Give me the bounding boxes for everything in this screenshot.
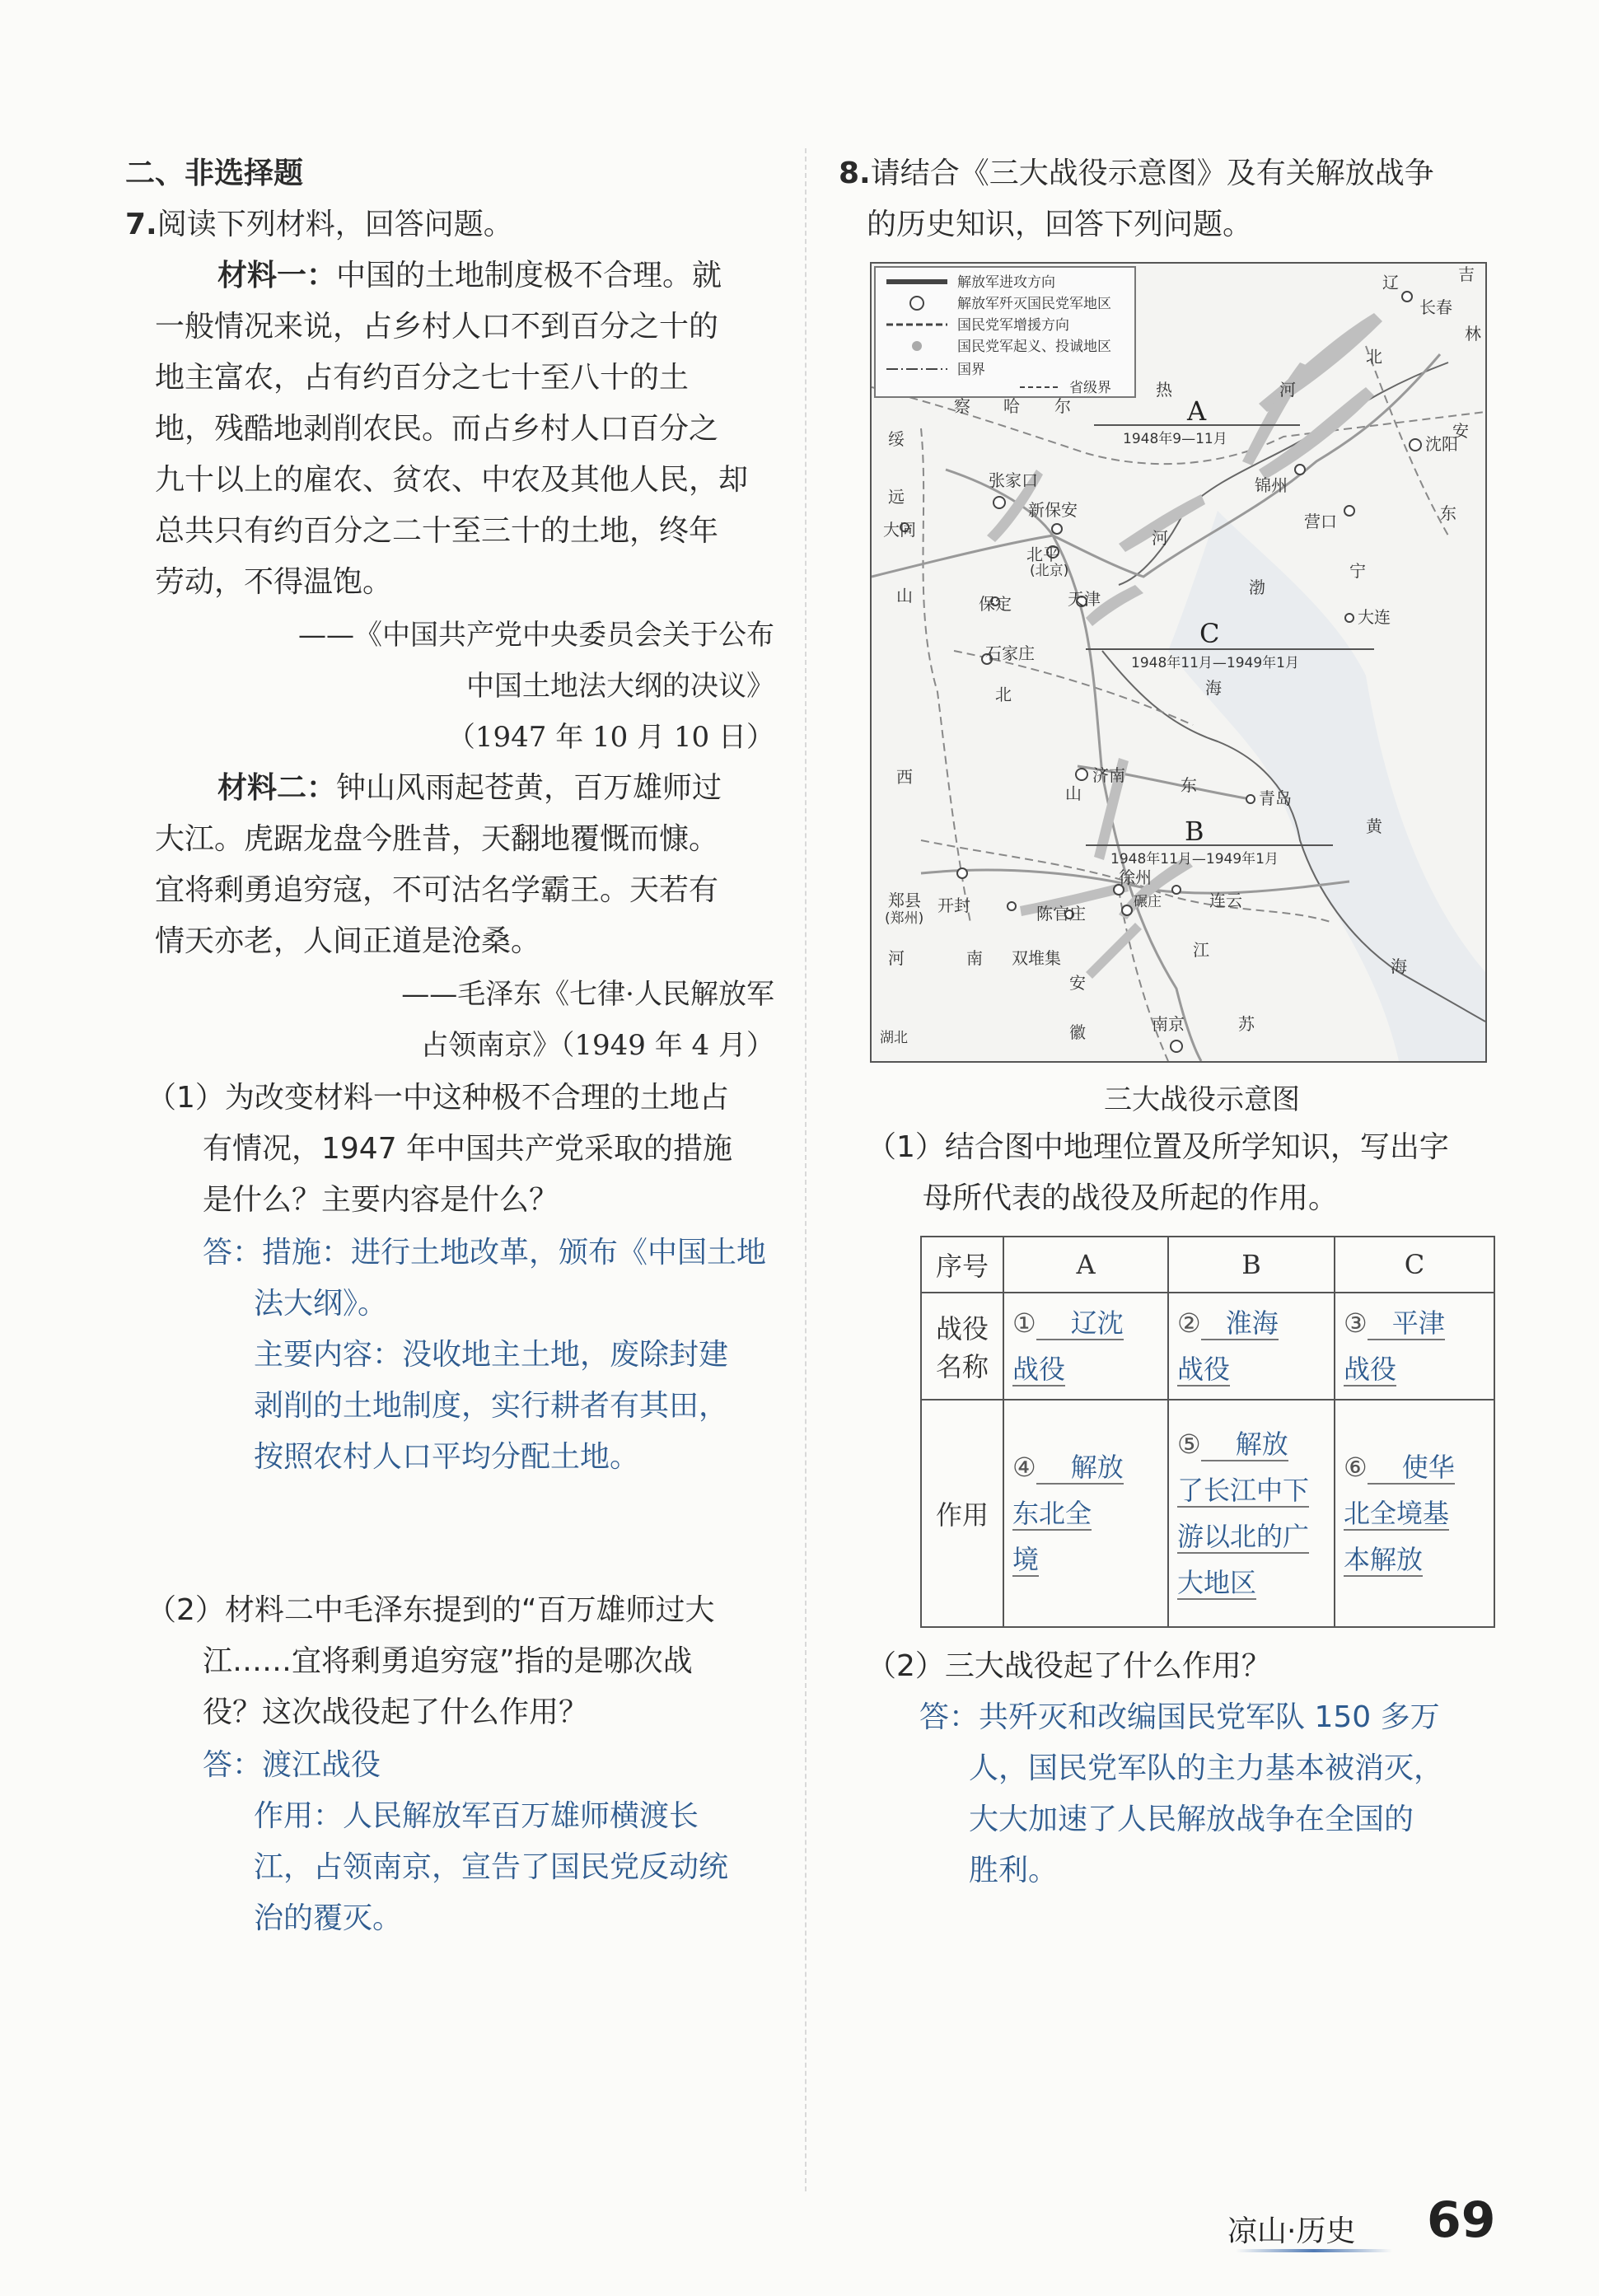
map-place: 济南 (1092, 765, 1125, 785)
material-1 (155, 250, 781, 608)
q7-heading (125, 199, 513, 250)
answer-cell-b-effect (1168, 1400, 1335, 1627)
blank-number: ③ (1344, 1307, 1368, 1339)
map-place: 河 (1152, 528, 1168, 548)
map-place: 山 (896, 586, 913, 606)
page-number: 69 (1427, 2191, 1496, 2249)
map-place: 山 (1065, 783, 1082, 803)
map-place: 察 (954, 396, 970, 416)
map-place: 远 (888, 487, 905, 507)
table-header-b: B (1168, 1237, 1335, 1293)
q8-sub1 (867, 1122, 1526, 1224)
answer-line: 法大纲》。 (254, 1287, 388, 1321)
three-campaigns-map (870, 262, 1487, 1063)
q7-answer2 (203, 1740, 796, 1944)
answer-line: 主要内容：没收地主土地，废除封建 (254, 1338, 729, 1372)
answer-line: 大大加速了人民解放战争在全国的 (969, 1803, 1414, 1836)
source-line: 占领南京》（1949 年 4 月） (420, 1029, 774, 1062)
blank-number: ② (1177, 1307, 1201, 1339)
q8-sub2: （2）三大战役起了什么作用？ (867, 1649, 1271, 1683)
campaign-date-b: 1948年11月—1949年1月 (1110, 851, 1279, 867)
table-header-seq: 序号 (921, 1237, 1003, 1293)
legend-item: 省级界 (1069, 380, 1111, 396)
q7-prompt: 阅读下列材料，回答问题。 (157, 208, 513, 241)
answer-cell-a-name (1003, 1293, 1168, 1400)
material-1-line: 地主富农，占有约百分之七十至八十的土 (155, 361, 690, 395)
answer-text: 战役 (1344, 1354, 1397, 1385)
answer-text: 战役 (1012, 1354, 1066, 1385)
map-place: 长春 (1419, 297, 1452, 317)
map-place: (北京) (1030, 563, 1069, 579)
q8-heading (839, 148, 1498, 250)
map-place: 连云 (1209, 891, 1242, 910)
answer-line: 胜利。 (969, 1854, 1059, 1887)
map-svg (872, 264, 1485, 1061)
answer-line: 按照农村人口平均分配土地。 (254, 1440, 640, 1474)
section-title: 二、非选择题 (125, 157, 304, 190)
map-place: 大连 (1358, 607, 1391, 627)
map-place: 营口 (1304, 512, 1337, 531)
answer-text: 本解放 (1344, 1544, 1424, 1575)
answer-line: 人，国民党军队的主力基本被消灭， (969, 1751, 1444, 1785)
legend-item: 解放军进攻方向 (957, 274, 1055, 291)
map-place: 东 (1181, 775, 1197, 795)
map-place: 北平 (1026, 545, 1059, 564)
map-place: 哈 (1003, 396, 1020, 416)
answer-line: 江，占领南京，宣告了国民党反动统 (254, 1850, 729, 1884)
map-place: 热 (1156, 380, 1172, 400)
map-place: 西 (896, 767, 913, 787)
source-line: ——毛泽东《七律·人民解放军 (401, 978, 774, 1011)
legend-item: 国民党军起义、投诚地区 (957, 339, 1111, 355)
material-2-line: 宜将剩勇追穷寇，不可沽名学霸王。天若有 (155, 873, 719, 907)
source-line: ——《中国共产党中央委员会关于公布 (298, 619, 774, 652)
map-place: 林 (1465, 324, 1481, 344)
answer-line: 作用：人民解放军百万雄师横渡长 (254, 1799, 699, 1833)
campaign-date-a: 1948年9—11月 (1123, 431, 1227, 447)
map-place: 开封 (937, 895, 970, 915)
q8-prompt: 请结合《三大战役示意图》及有关解放战争 (870, 157, 1434, 190)
answer-line: 答：共歼灭和改编国民党军队 150 多万 (919, 1700, 1440, 1734)
answer-text: 淮海 (1201, 1307, 1279, 1340)
material-2-line: 钟山风雨起苍黄，百万雄师过 (336, 771, 722, 805)
map-place: 江 (1193, 940, 1209, 960)
blank-number: ⑥ (1344, 1452, 1368, 1483)
map-place: 海 (1205, 678, 1222, 698)
answer-line: 答：措施：进行土地改革，颁布《中国土地 (203, 1236, 767, 1270)
material-2-label: 材料二： (217, 771, 337, 805)
map-place: 石家庄 (985, 643, 1035, 663)
map-place: 北 (995, 685, 1012, 704)
map-place: 辽 (1382, 273, 1399, 292)
material-2 (155, 763, 781, 967)
table-header-a: A (1003, 1237, 1168, 1293)
map-place: 徽 (1069, 1022, 1086, 1042)
map-place: (郑州) (885, 910, 924, 927)
material-1-line: 总共只有约百分之二十至三十的土地，终年 (155, 514, 719, 548)
map-place: 天津 (1068, 589, 1101, 609)
answer-text: 东北全 (1012, 1498, 1092, 1529)
map-place: 陈官庄 (1036, 904, 1086, 924)
answer-line: 剥削的土地制度，实行耕者有其田， (254, 1389, 729, 1423)
source-line: 中国土地法大纲的决议》 (466, 670, 774, 703)
map-place: 徐州 (1119, 867, 1152, 887)
campaign-letter-a: A (1187, 395, 1207, 427)
map-place: 南京 (1152, 1014, 1185, 1034)
q7-sub2 (147, 1585, 789, 1738)
answer-text: 解放 (1201, 1429, 1288, 1461)
material-1-line: 劳动，不得温饱。 (155, 565, 393, 599)
row-label-line: 战役 (935, 1313, 989, 1344)
map-place: 郑县 (888, 891, 921, 910)
map-place: 苏 (1238, 1014, 1255, 1034)
answer-cell-b-name (1168, 1293, 1335, 1400)
question-line: （1）结合图中地理位置及所学知识，写出字 (867, 1130, 1449, 1164)
row-label-effect: 作用 (921, 1400, 1003, 1627)
question-line: （1）为改变材料一中这种极不合理的土地占 (147, 1081, 729, 1115)
answer-text: 战役 (1177, 1354, 1231, 1385)
map-place: 碾庄 (1134, 894, 1162, 910)
material-1-line: 地，残酷地剥削农民。而占乡村人口百分之 (155, 412, 719, 446)
answer-cell-c-name (1335, 1293, 1494, 1400)
material-1-source (297, 610, 774, 763)
map-place: 双堆集 (1012, 948, 1061, 968)
map-place: 张家口 (989, 470, 1038, 490)
answer-text: 平津 (1368, 1307, 1445, 1340)
map-place: 新保安 (1028, 500, 1078, 520)
question-line: 是什么？主要内容是什么？ (203, 1183, 559, 1217)
answer-text: 了长江中下 (1177, 1475, 1310, 1506)
material-2-source (297, 969, 774, 1071)
map-caption: 三大战役示意图 (1104, 1083, 1300, 1116)
blank-number: ④ (1012, 1452, 1036, 1483)
question-line: 母所代表的战役及所起的作用。 (923, 1181, 1339, 1215)
material-1-line: 中国的土地制度极不合理。就 (336, 259, 722, 292)
question-line: （2）材料二中毛泽东提到的“百万雄师过大 (147, 1593, 715, 1627)
map-place: 北 (1366, 347, 1382, 367)
legend-item: 国界 (957, 362, 985, 378)
map-place: 吉 (1458, 264, 1475, 284)
answer-line: 治的覆灭。 (254, 1901, 403, 1935)
material-1-label: 材料一： (217, 259, 337, 292)
answer-text: 大地区 (1177, 1567, 1257, 1598)
map-place: 青岛 (1259, 788, 1292, 808)
q7-number: 7. (125, 208, 157, 241)
material-2-line: 大江。虎踞龙盘今胜昔，天翻地覆慨而慷。 (155, 822, 719, 856)
q7-answer1 (203, 1227, 796, 1483)
map-place: 大同 (883, 520, 916, 540)
campaign-letter-b: B (1185, 816, 1204, 847)
map-place: 宁 (1349, 561, 1366, 581)
q8-number: 8. (839, 157, 871, 190)
answer-text: 境 (1012, 1544, 1040, 1575)
row-label-line: 名称 (935, 1351, 989, 1382)
material-1-line: 九十以上的雇农、贫农、中农及其他人民，却 (155, 463, 749, 497)
material-2-line: 情天亦老，人间正道是沧桑。 (155, 924, 541, 958)
answer-text: 解放 (1036, 1452, 1124, 1485)
column-divider (805, 148, 807, 2191)
footer-rule (1236, 2249, 1392, 2252)
map-place: 安 (1069, 973, 1086, 993)
question-line: 江……宜将剩勇追穷寇”指的是哪次战 (203, 1644, 693, 1678)
q8-answer2 (919, 1692, 1496, 1896)
q7-sub1 (147, 1073, 789, 1226)
map-place: 保定 (979, 594, 1012, 614)
answer-line: 答：渡江战役 (203, 1748, 381, 1782)
campaign-letter-c: C (1199, 618, 1220, 649)
q8-prompt: 的历史知识，回答下列问题。 (867, 208, 1253, 241)
material-1-line: 一般情况来说，占乡村人口不到百分之十的 (155, 310, 719, 344)
legend-item: 解放军歼灭国民党军地区 (957, 296, 1111, 312)
map-place: 渤 (1249, 578, 1265, 597)
campaign-date-c: 1948年11月—1949年1月 (1131, 655, 1299, 671)
answer-text: 辽沈 (1036, 1307, 1124, 1340)
map-place: 河 (1279, 380, 1296, 400)
map-place: 安 (1452, 421, 1469, 441)
map-place: 东 (1440, 503, 1456, 523)
answer-cell-a-effect (1003, 1400, 1168, 1627)
map-place: 湖北 (880, 1030, 908, 1046)
battle-table (920, 1236, 1495, 1628)
answer-text: 游以北的广 (1177, 1521, 1310, 1552)
answer-text: 北全境基 (1344, 1498, 1450, 1529)
map-place: 河 (888, 948, 905, 968)
map-place: 南 (966, 948, 983, 968)
map-place: 绥 (888, 429, 905, 449)
map-place: 锦州 (1255, 475, 1288, 495)
question-line: 役？这次战役起了什么作用？ (203, 1695, 589, 1729)
map-place: 沈阳 (1425, 434, 1458, 454)
map-place: 海 (1391, 956, 1407, 976)
blank-number: ⑤ (1177, 1429, 1201, 1460)
question-line: 有情况，1947 年中国共产党采取的措施 (203, 1132, 733, 1166)
answer-text: 使华 (1368, 1452, 1455, 1485)
answer-cell-c-effect (1335, 1400, 1494, 1627)
map-place: 黄 (1366, 816, 1382, 836)
book-name: 凉山·历史 (1227, 2214, 1356, 2248)
row-label-name (921, 1293, 1003, 1400)
table-header-c: C (1335, 1237, 1494, 1293)
source-line: （1947 年 10 月 10 日） (447, 721, 774, 754)
blank-number: ① (1012, 1307, 1036, 1339)
legend-item: 国民党军增援方向 (957, 317, 1069, 334)
map-place: 尔 (1054, 396, 1071, 416)
